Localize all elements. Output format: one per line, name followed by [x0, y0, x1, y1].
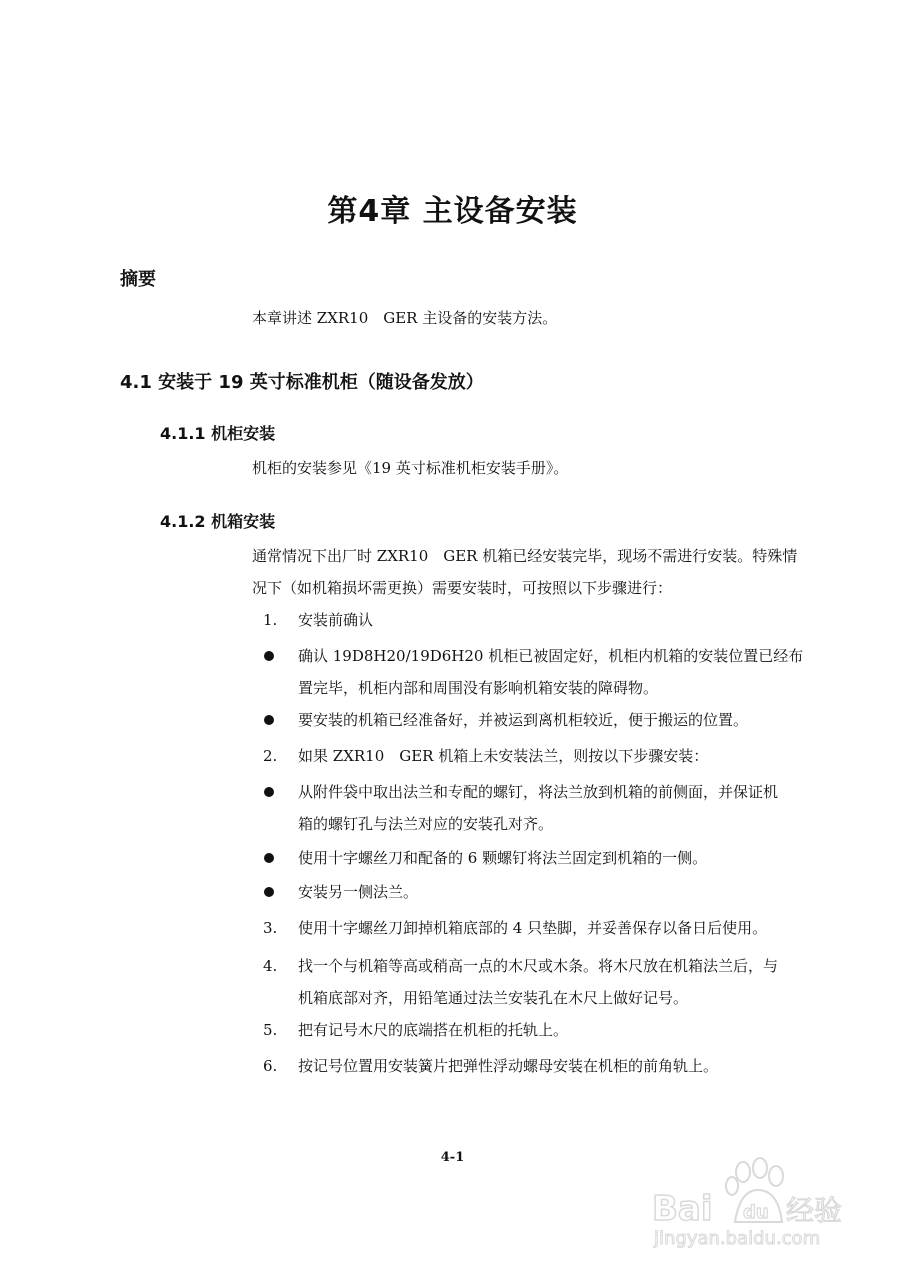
- step-text: [298, 704, 748, 736]
- step-line: 把有记号木尺的底端搭在机柜的托轨上。: [298, 1021, 569, 1039]
- intro-line: 况下（如机箱损坏需更换）需要安装时，可按照以下步骤进行：: [252, 579, 673, 597]
- step-line: 要安装的机箱已经准备好，并被运到离机柜较近，便于搬运的位置。: [298, 711, 749, 729]
- step-line: 置完毕，机柜内部和周围没有影响机箱安装的障碍物。: [298, 679, 659, 697]
- chapter-title: 第4章 主设备安装: [327, 194, 578, 229]
- step-text: [298, 876, 418, 908]
- step-line: 按记号位置用安装簧片把弹性浮动螺母安装在机柜的前角轨上。: [298, 1057, 719, 1075]
- step-text: [298, 950, 778, 1014]
- step-text: [298, 1014, 568, 1046]
- step-text: [298, 1050, 718, 1082]
- abstract-heading: 摘要: [120, 269, 156, 290]
- step-line: 安装前确认: [298, 611, 374, 629]
- step-line: 使用十字螺丝刀卸掉机箱底部的 4 只垫脚，并妥善保存以备日后使用。: [298, 919, 768, 937]
- step-text: [298, 912, 767, 944]
- svg-text:经验: 经验: [786, 1194, 843, 1227]
- step-line: 如果 ZXR10 GER 机箱上未安装法兰，则按以下步骤安装：: [298, 747, 709, 765]
- step-number: 3.: [263, 919, 278, 937]
- bullet-icon: [264, 787, 274, 797]
- bullet-icon: [264, 853, 274, 863]
- section-4-1-2-intro: [252, 540, 797, 604]
- bullet-icon: [264, 715, 274, 725]
- section-4-1-heading: 4.1 安装于 19 英寸标准机柜（随设备发放）: [120, 372, 484, 393]
- step-line: 箱的螺钉孔与法兰对应的安装孔对齐。: [298, 815, 554, 833]
- svg-text:du: du: [743, 1202, 769, 1223]
- step-line: 从附件袋中取出法兰和专配的螺钉，将法兰放到机箱的前侧面，并保证机: [298, 783, 779, 801]
- bullet-icon: [264, 651, 274, 661]
- step-number: 5.: [263, 1021, 278, 1039]
- section-4-1-2-heading: 4.1.2 机箱安装: [160, 512, 276, 531]
- step-text: [298, 842, 707, 874]
- step-text: [298, 604, 373, 636]
- baidu-watermark-logo: [640, 1150, 880, 1250]
- step-line: 安装另一侧法兰。: [298, 883, 419, 901]
- step-line: 确认 19D8H20/19D6H20 机柜已被固定好，机柜内机箱的安装位置已经布: [298, 647, 804, 665]
- step-number: 6.: [263, 1057, 278, 1075]
- step-text: [298, 640, 803, 704]
- step-line: 使用十字螺丝刀和配备的 6 颗螺钉将法兰固定到机箱的一侧。: [298, 849, 708, 867]
- step-number: 2.: [263, 747, 278, 765]
- step-text: [298, 740, 708, 772]
- svg-text:Bai: Bai: [652, 1189, 713, 1229]
- section-4-1-1-text: 机柜的安装参见《19 英寸标准机柜安装手册》。: [252, 459, 569, 477]
- step-number: 4.: [263, 957, 278, 975]
- bullet-icon: [264, 887, 274, 897]
- abstract-text: 本章讲述 ZXR10 GER 主设备的安装方法。: [252, 309, 558, 327]
- svg-text:jingyan.baidu.com: jingyan.baidu.com: [654, 1228, 821, 1249]
- intro-line: 通常情况下出厂时 ZXR10 GER 机箱已经安装完毕，现场不需进行安装。特殊情: [252, 547, 798, 565]
- page-number: 4-1: [440, 1150, 465, 1165]
- step-line: 找一个与机箱等高或稍高一点的木尺或木条。将木尺放在机箱法兰后，与: [298, 957, 779, 975]
- step-line: 机箱底部对齐，用铅笔通过法兰安装孔在木尺上做好记号。: [298, 989, 689, 1007]
- step-number: 1.: [263, 611, 278, 629]
- step-text: [298, 776, 778, 840]
- section-4-1-1-heading: 4.1.1 机柜安装: [160, 424, 276, 443]
